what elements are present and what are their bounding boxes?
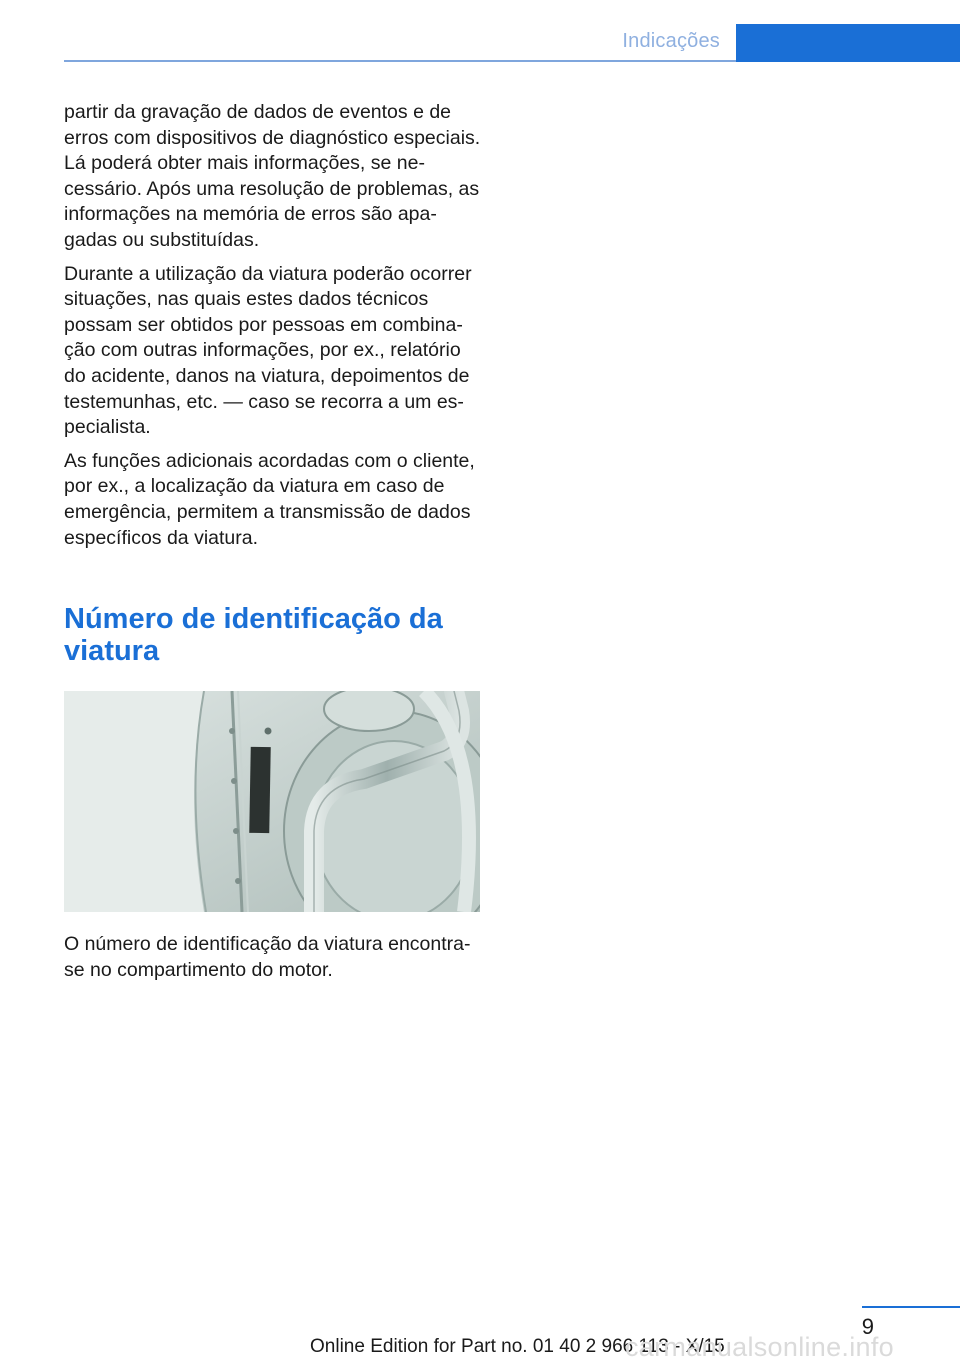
header-rule [64, 60, 736, 62]
paragraph-1: partir da gravação de dados de eventos e de erros com dispositivos de diagnóstico especiais. Lá poderá obter mais informações, se necessário. Após uma resolução de problemas, as informações na memória de erros são apagadas ou substituídas. [64, 101, 481, 251]
section-heading: Número de identificação da viatura [64, 603, 443, 668]
main-column [64, 100, 482, 991]
section-title: Indicações [622, 30, 720, 52]
footer-rule [862, 1306, 960, 1308]
edition-line: Online Edition for Part no. 01 40 2 966 113 - X/15 [310, 1336, 725, 1357]
page-number: 9 [861, 1314, 874, 1339]
engine-compartment-illustration [64, 691, 480, 912]
figure-caption: O número de identificação da viatura encontra-se no compartimento do motor. [64, 933, 471, 981]
watermark: carmanualsonline.info [625, 1332, 894, 1362]
section-tab [736, 24, 960, 62]
paragraph-3: As funções adicionais acordadas com o cliente, por ex., a localização da viatura em caso de emergência, permitem a transmissão de dados específicos da viatura. [64, 449, 475, 549]
paragraph-2: Durante a utilização da viatura poderão ocorrer situações, nas quais estes dados técnicos possam ser obtidos por pessoas em combinação com outras informações, por ex., relatório do acidente, danos na viatura, depoimentos de testemunhas, etc. — caso se recorra a um especialista. [64, 262, 472, 439]
